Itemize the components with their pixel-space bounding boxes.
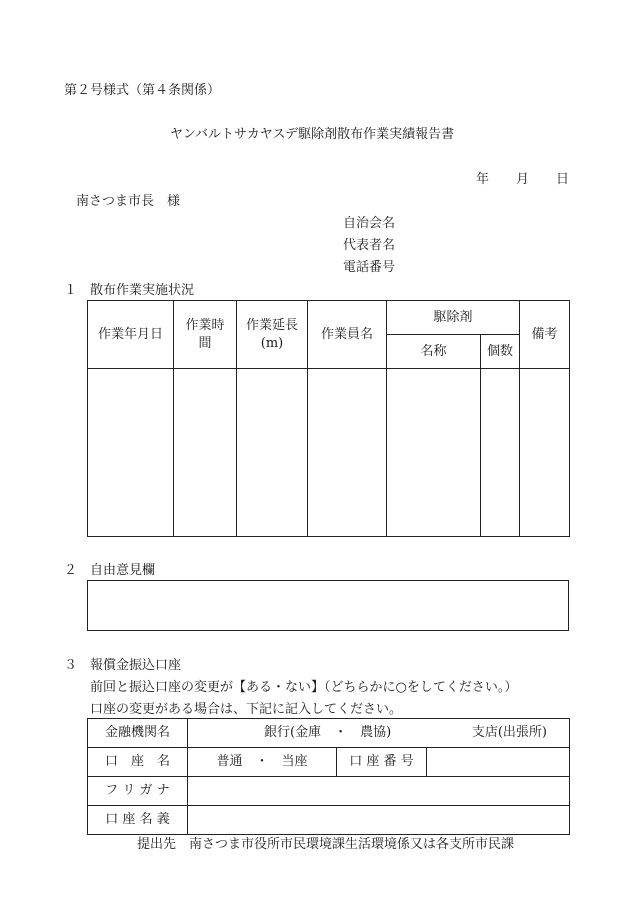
account-holder-label: 口 座 名 義 (88, 806, 188, 835)
section3-heading: ３ 報償金振込口座 (64, 658, 182, 673)
bank-name-cell[interactable] (188, 719, 570, 748)
cell-work-date[interactable] (88, 369, 174, 537)
date-month-label: 月 (516, 172, 530, 187)
header-agent: 駆除剤 (387, 301, 520, 335)
date-year-label: 年 (476, 172, 490, 187)
header-remarks: 備考 (520, 301, 570, 369)
section2-heading: ２ 自由意見欄 (64, 563, 156, 578)
account-type-label: 口 座 名 (88, 748, 188, 777)
account-number-label: 口 座 番 号 (337, 748, 427, 777)
cell-workers[interactable] (308, 369, 387, 537)
account-number-cell[interactable] (427, 748, 570, 777)
header-workers: 作業員名 (308, 301, 387, 369)
account-holder-cell[interactable] (188, 806, 570, 835)
branch-label: 支店(出張所) (471, 725, 547, 741)
account-change-question: 前回と振込口座の変更が【ある・ない】（どちらかに○をしてください。） (90, 680, 518, 695)
representative-label: 代表者名 (343, 238, 396, 253)
bank-name-label: 金融機関名 (88, 719, 188, 748)
section1-heading: １ 散布作業実施状況 (64, 283, 195, 298)
bank-types: 銀行(金庫 ・ 農協) (264, 725, 392, 741)
header-work-date: 作業年月日 (88, 301, 174, 369)
account-type-options[interactable]: 普通 ・ 当座 (188, 748, 337, 777)
bank-account-table (87, 718, 570, 835)
header-agent-name: 名称 (387, 335, 481, 369)
form-number: 第２号様式（第４条関係） (64, 83, 221, 98)
header-agent-quantity: 個数 (481, 335, 520, 369)
work-record-table (87, 300, 570, 537)
association-name-label: 自治会名 (343, 216, 396, 231)
furigana-cell[interactable] (188, 777, 570, 806)
cell-work-time[interactable] (174, 369, 237, 537)
submit-to: 提出先 南さつま市役所市民環境課生活環境係又は各支所市民課 (137, 837, 515, 852)
cell-agent-quantity[interactable] (481, 369, 520, 537)
free-opinion-box[interactable] (87, 580, 569, 631)
furigana-label: フ リ ガ ナ (88, 777, 188, 806)
account-change-instruction: 口座の変更がある場合は、下記に記入してください。 (90, 702, 403, 717)
document-title: ヤンバルトサカヤスデ駆除剤散布作業実績報告書 (170, 127, 455, 142)
cell-work-extension[interactable] (237, 369, 308, 537)
addressee: 南さつま市長 様 (76, 194, 181, 209)
phone-label: 電話番号 (343, 260, 396, 275)
date-day-label: 日 (556, 172, 570, 187)
cell-remarks[interactable] (520, 369, 570, 537)
cell-agent-name[interactable] (387, 369, 481, 537)
header-work-extension: 作業延長 (m) (237, 301, 308, 369)
header-work-time: 作業時 間 (174, 301, 237, 369)
